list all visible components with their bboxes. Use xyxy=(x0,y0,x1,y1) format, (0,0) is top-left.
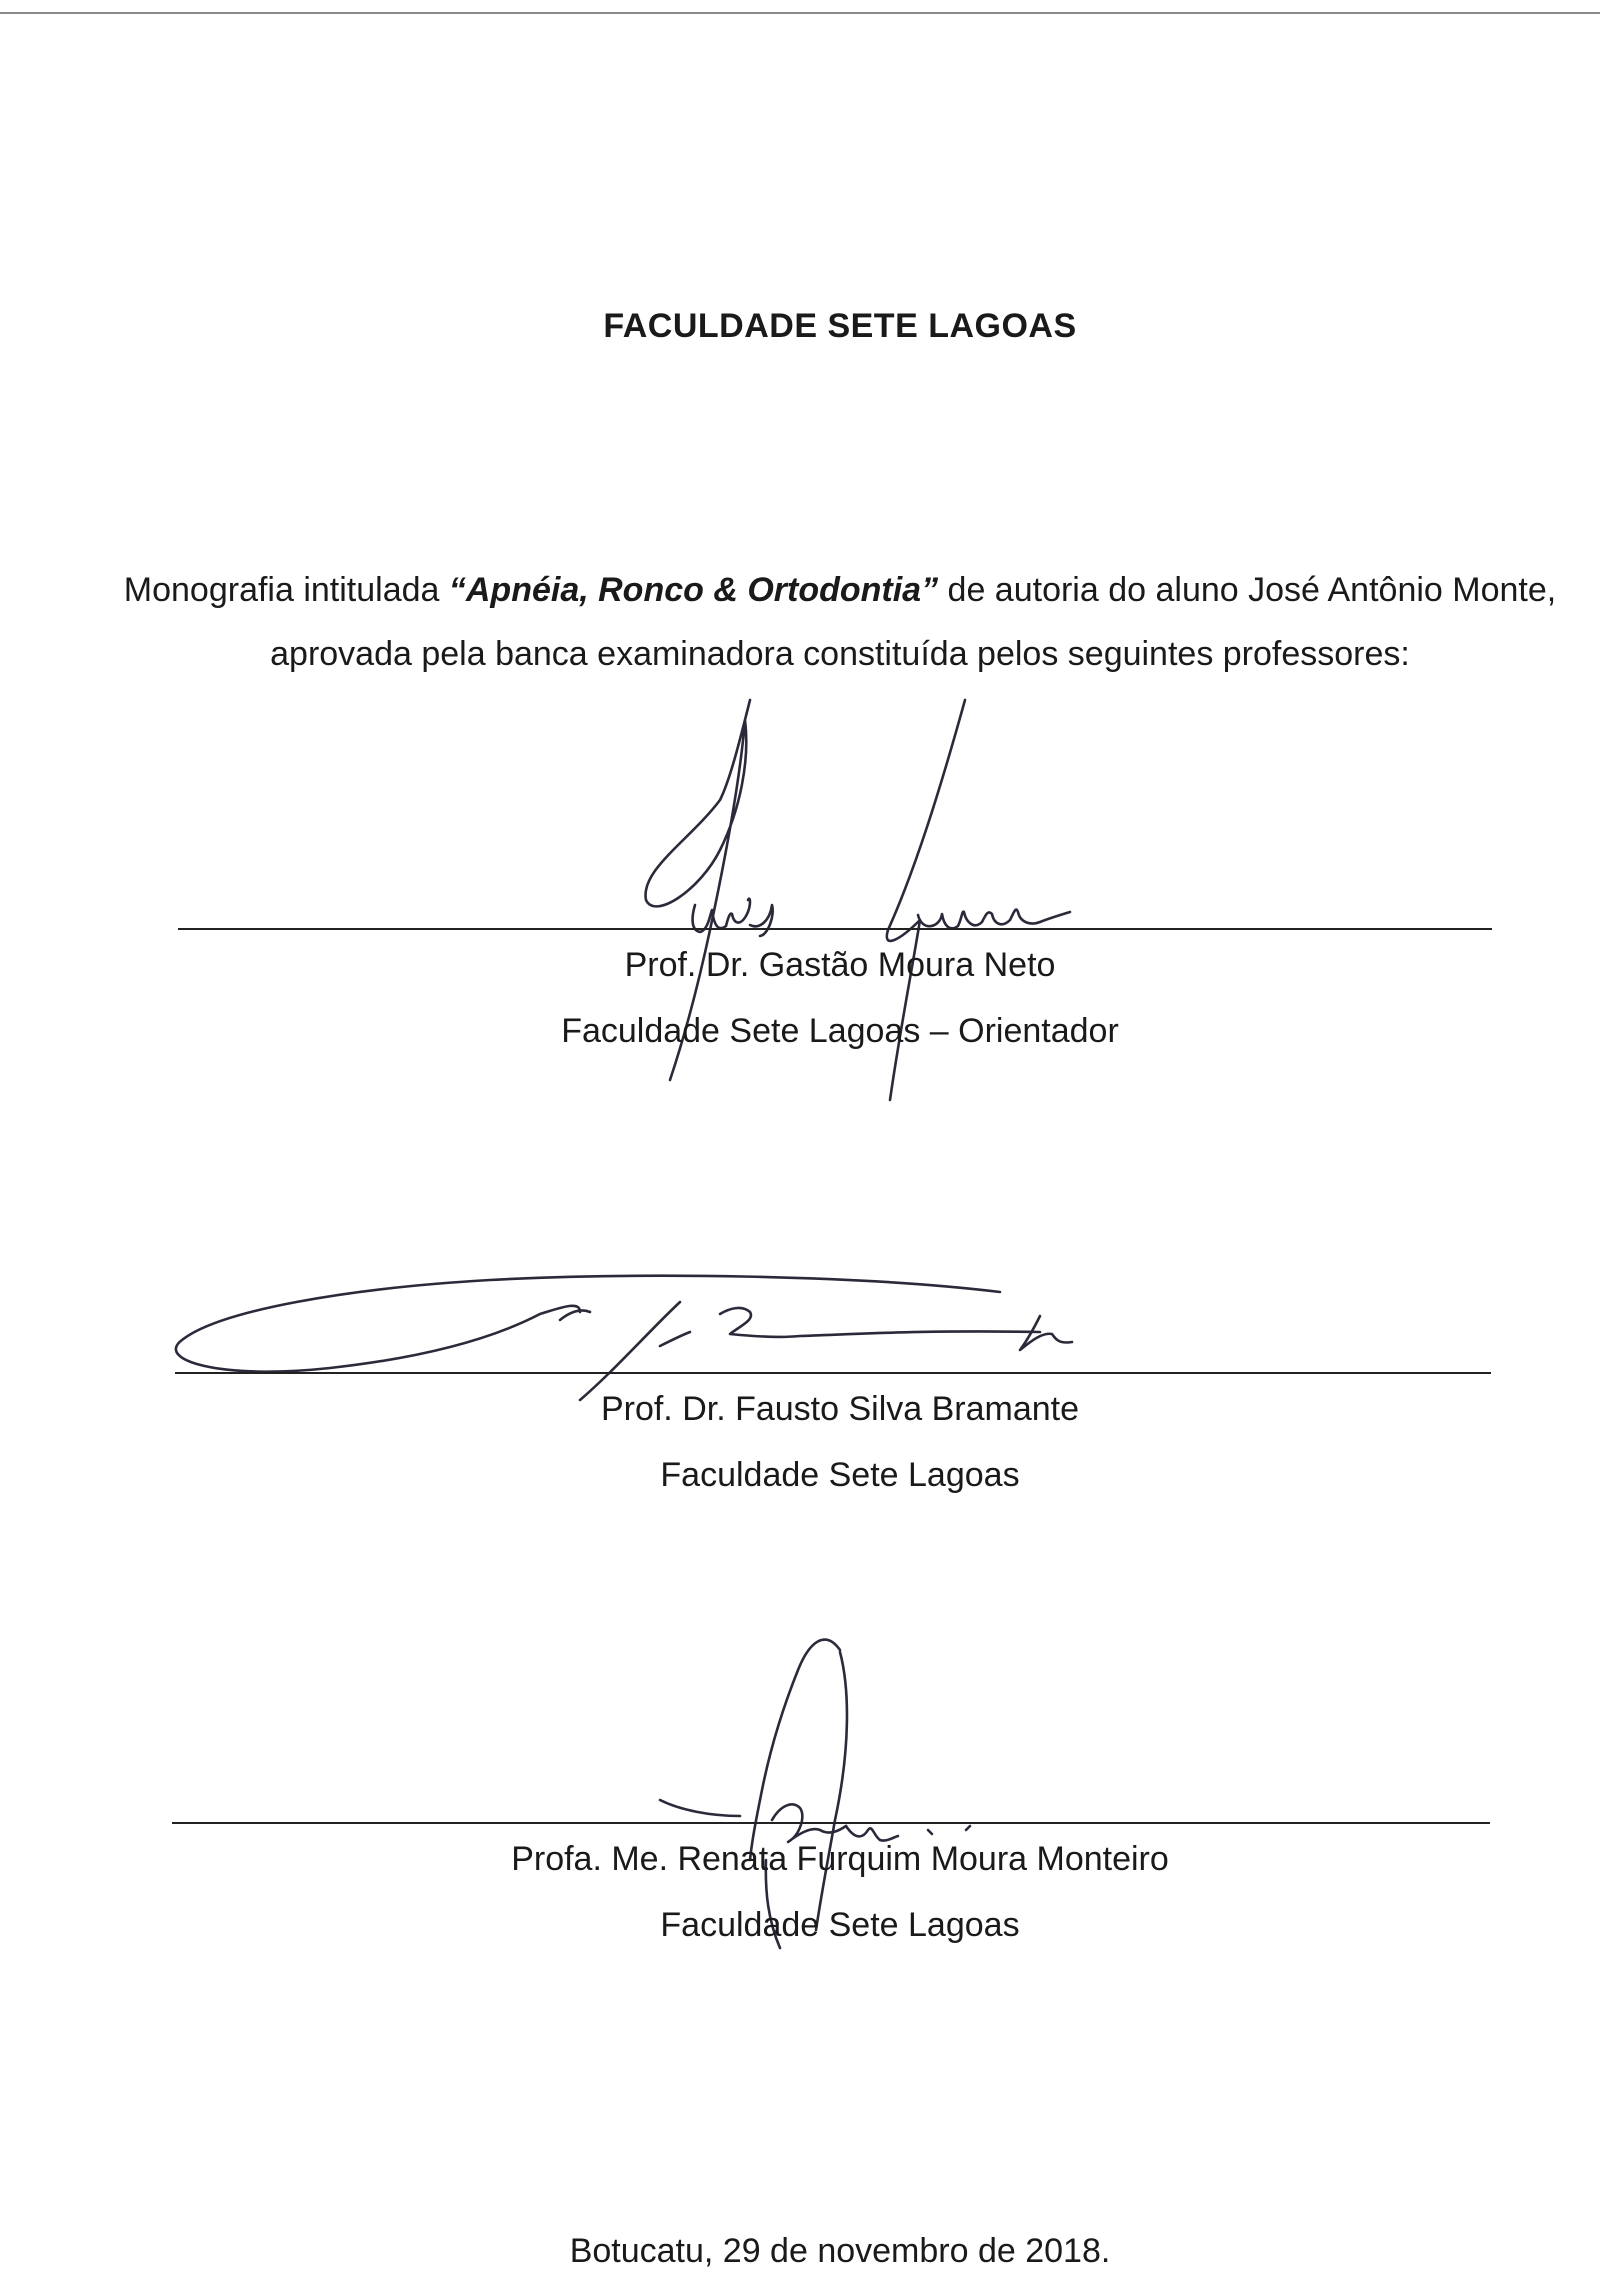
intro-prefix: Monografia intitulada xyxy=(123,571,449,609)
place-and-date: Botucatu, 29 de novembro de 2018. xyxy=(569,2232,1111,2270)
examiner-3-signature-line xyxy=(172,1822,1490,1824)
examiner-1-signature xyxy=(600,700,1200,1120)
examiner-1-signature-line xyxy=(178,928,1492,930)
institution-heading: FACULDADE SETE LAGOAS xyxy=(603,307,1077,345)
page-top-border xyxy=(0,12,1600,14)
examiner-3-affiliation: Faculdade Sete Lagoas xyxy=(660,1906,1020,1944)
intro-suffix: de autoria do aluno José Antônio Monte, aprovada pela banca examinadora constituída pelos seguintes professores: xyxy=(270,571,1557,673)
examiner-2-affiliation: Faculdade Sete Lagoas xyxy=(660,1456,1020,1494)
examiner-3-name: Profa. Me. Renata Furquim Moura Monteiro xyxy=(511,1840,1169,1878)
examiner-2-name: Prof. Dr. Fausto Silva Bramante xyxy=(600,1390,1080,1428)
examiner-1-affiliation: Faculdade Sete Lagoas – Orientador xyxy=(561,1012,1119,1050)
thesis-title: “Apnéia, Ronco & Ortodontia” xyxy=(448,571,939,609)
examiner-2-signature-line xyxy=(175,1372,1491,1374)
approval-statement xyxy=(100,558,1580,686)
examiner-1-name: Prof. Dr. Gastão Moura Neto xyxy=(624,946,1056,984)
